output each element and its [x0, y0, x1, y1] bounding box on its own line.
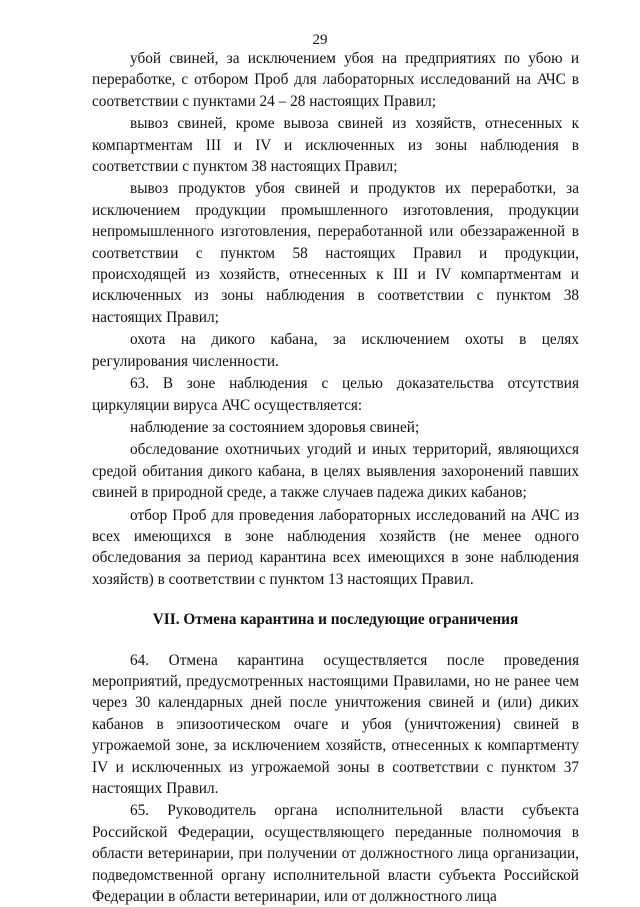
document-body — [92, 48, 579, 907]
paragraph-64: 64. Отмена карантина осуществляется после проведения мероприятий, предусмотренных настоящими Правилами, но не ранее чем через 30 календарных дней после уничтожения свиней и (или) диких кабанов в эпизоотическом очаге и убоя (уничтожения) свиней в угрожаемой зоне, за исключением хозяйств, отнесенных к компартменту IV и исключенных из угрожаемой зоны в соответствии с пунктом 37 настоящих Правил. — [92, 651, 579, 797]
paragraph-health-monitoring: наблюдение за состоянием здоровья свиней; — [130, 418, 420, 436]
paragraph-hunting: охота на дикого кабана, за исключением охоты в целях регулирования численности. — [92, 331, 579, 370]
paragraph-63: 63. В зоне наблюдения с целью доказательства отсутствия циркуляции вируса АЧС осуществляется: — [92, 375, 579, 414]
paragraph-product-export: вывоз продуктов убоя свиней и продуктов их переработки, за исключением продукции промышленного изготовления, продукции непромышленного изготовления, переработанной или обеззараженной в соответствии с пунктом 58 настоящих Правил и продукции, происходящей из хозяйств, отнесенных к III и IV компартментам и исключенных из зоны наблюдения в соответствии с пунктом 38 настоящих Правил; — [92, 180, 579, 326]
paragraph-pig-export: вывоз свиней, кроме вывоза свиней из хозяйств, отнесенных к компартментам III и IV и исключенных из зоны наблюдения в соответствии с пунктом 38 настоящих Правил; — [92, 115, 579, 176]
page-number: 29 — [312, 32, 328, 48]
paragraph-survey: обследование охотничьих угодий и иных территорий, являющихся средой обитания дикого кабана, в целях выявления захоронений павших свиней в природной среде, а также случаев падежа диких кабанов; — [92, 441, 579, 502]
paragraph-slaughter: убой свиней, за исключением убоя на предприятиях по убою и переработке, с отбором Проб для лабораторных исследований на АЧС в соответствии с пунктами 24 – 28 настоящих Правил; — [92, 50, 579, 110]
paragraph-65: 65. Руководитель органа исполнительной власти субъекта Российской Федерации, осуществляющего переданные полномочия в области ветеринарии, при получении от должностного лица организации, подведомственной органу исполнительной власти субъекта Российской Федерации в области ветеринарии, или от должностного лица — [92, 802, 579, 906]
section-heading: VII. Отмена карантина и последующие ограничения — [152, 611, 519, 629]
paragraph-sampling: отбор Проб для проведения лабораторных исследований на АЧС из всех имеющихся в зоне наблюдения хозяйств (не менее одного обследования за период карантина всех имеющихся в зоне наблюдения хозяйств) в соответствии с пунктом 13 настоящих Правил. — [92, 506, 579, 588]
